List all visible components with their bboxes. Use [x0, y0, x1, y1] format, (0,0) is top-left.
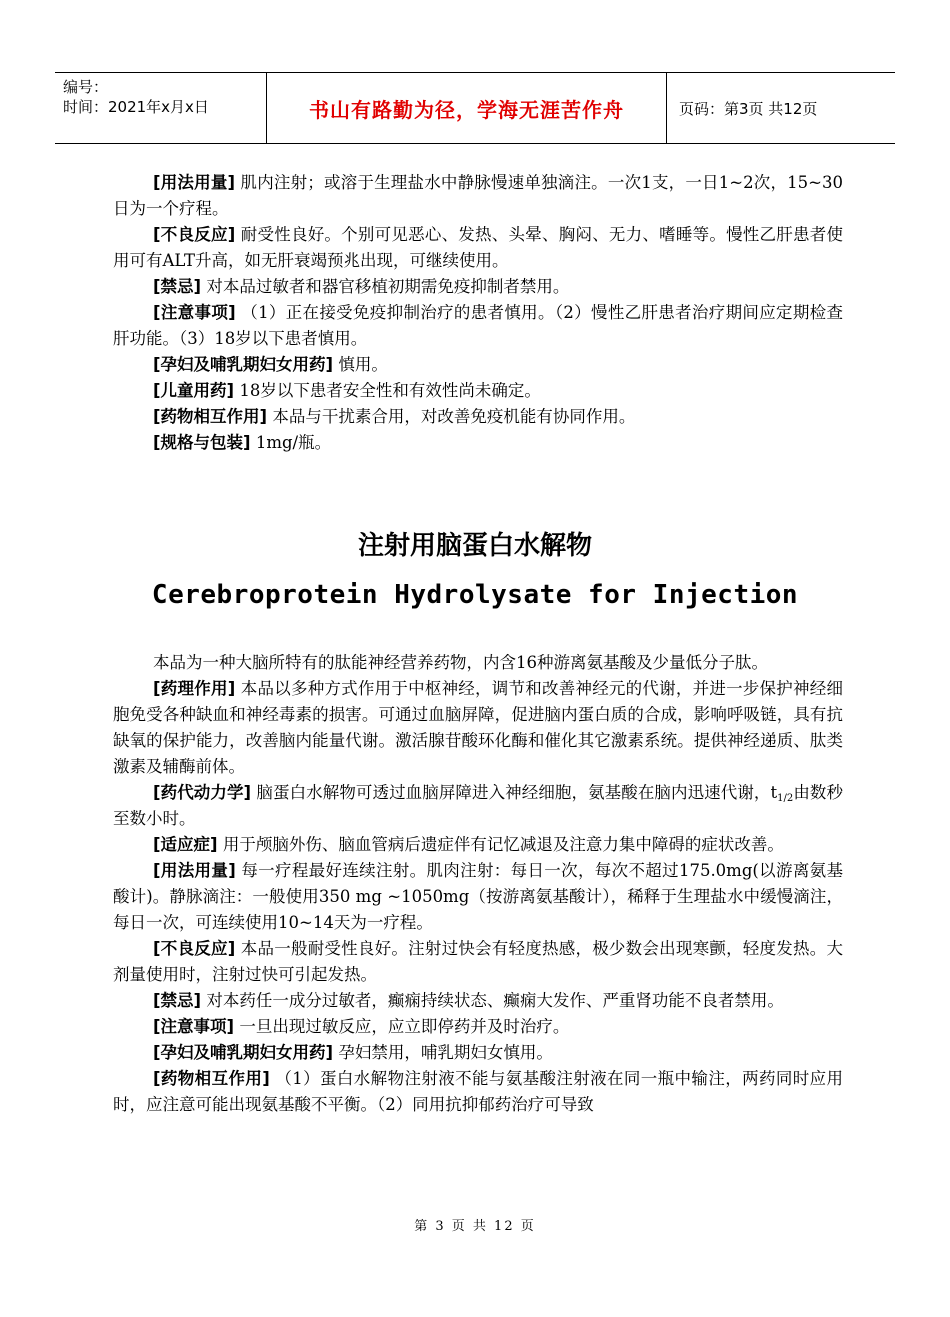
header-meta	[55, 73, 267, 143]
section-text: 脑蛋白水解物可透过血脑屏障进入神经细胞，氨基酸在脑内迅速代谢，t	[251, 783, 778, 802]
page-footer: 第 3 页 共 12 页	[414, 1219, 536, 1234]
section-label: [药物相互作用]	[153, 1069, 270, 1088]
section-label: [用法用量]	[153, 861, 236, 880]
section-text: 18岁以下患者安全性和有效性尚未确定。	[234, 381, 541, 400]
section-text: 每一疗程最好连续注射。肌肉注射：每日一次，每次不超过175.0mg(以游离氨基酸计)。静脉滴注：一般使用350 mg ~1050mg（按游离氨基酸计），稀释于生理盐水中缓慢滴注，每日一次，可连续使用10~14天为一疗程。	[113, 861, 843, 932]
section-label: [药代动力学]	[153, 783, 252, 802]
paragraph-pediatric	[113, 378, 843, 404]
header-number-label: 编号：	[63, 78, 109, 96]
section-text: 慎用。	[333, 355, 388, 374]
section-text: （1）正在接受免疫抑制治疗的患者慎用。（2）慢性乙肝患者治疗期间应定期检查肝功能。（3）18岁以下患者慎用。	[113, 303, 843, 348]
section-label: [用法用量]	[153, 173, 236, 192]
paragraph-packaging	[113, 430, 843, 456]
paragraph-contraindications	[113, 274, 843, 300]
section-1	[113, 170, 843, 456]
section-label: [孕妇及哺乳期妇女用药]	[153, 1043, 334, 1062]
section-label: [规格与包装]	[153, 433, 251, 452]
section-label: [禁忌]	[153, 991, 202, 1010]
section-text: 对本药任一成分过敏者，癫痫持续状态、癫痫大发作、严重肾功能不良者禁用。	[201, 991, 784, 1010]
header-slogan: 书山有路勤为径，学海无涯苦作舟	[267, 73, 667, 143]
section-text: 本品一般耐受性良好。注射过快会有轻度热感，极少数会出现寒颤，轻度发热。大剂量使用时，注射过快可引起发热。	[113, 939, 843, 984]
section-label: [不良反应]	[153, 939, 236, 958]
paragraph-dosage	[113, 858, 843, 936]
paragraph-adverse	[113, 222, 843, 274]
section-text: 对本品过敏者和器官移植初期需免疫抑制者禁用。	[201, 277, 570, 296]
half-life-subscript: 1/2	[777, 793, 794, 804]
section-label: [禁忌]	[153, 277, 202, 296]
page-header	[55, 72, 895, 144]
section-2	[113, 650, 843, 1118]
paragraph-interactions	[113, 404, 843, 430]
section-text: 由数秒至数小时。	[113, 783, 843, 828]
paragraph-dosage	[113, 170, 843, 222]
section-text: 耐受性良好。个别可见恶心、发热、头晕、胸闷、无力、嗜睡等。慢性乙肝患者使用可有ALT升高，如无肝衰竭预兆出现，可继续使用。	[113, 225, 843, 270]
header-page-info: 页码：第3页 共12页	[679, 99, 818, 118]
section-label: [不良反应]	[153, 225, 236, 244]
section-label: [孕妇及哺乳期妇女用药]	[153, 355, 334, 374]
section-text: 肌内注射；或溶于生理盐水中静脉慢速单独滴注。一次1支，一日1~2次，15~30日为一个疗程。	[113, 173, 843, 218]
header-time-label: 时间：2021年x月x日	[63, 98, 209, 116]
section-text: 1mg/瓶。	[250, 433, 332, 452]
paragraph-pregnancy	[113, 1040, 843, 1066]
paragraph-indications	[113, 832, 843, 858]
paragraph-precautions	[113, 1014, 843, 1040]
drug-title-english: Cerebroprotein Hydrolysate for Injection	[151, 580, 799, 610]
paragraph-pharmacology	[113, 676, 843, 780]
paragraph-precautions	[113, 300, 843, 352]
paragraph-adverse	[113, 936, 843, 988]
section-text: （1）蛋白水解物注射液不能与氨基酸注射液在同一瓶中输注，两药同时应用时，应注意可能出现氨基酸不平衡。（2）同用抗抑郁药治疗可导致	[113, 1069, 843, 1114]
paragraph-contraindications	[113, 988, 843, 1014]
paragraph-pregnancy	[113, 352, 843, 378]
section-label: [注意事项]	[153, 303, 236, 322]
section-text: 一旦出现过敏反应，应立即停药并及时治疗。	[234, 1017, 570, 1036]
drug-title-chinese: 注射用脑蛋白水解物	[357, 531, 592, 561]
paragraph-intro: 本品为一种大脑所特有的肽能神经营养药物，内含16种游离氨基酸及少量低分子肽。	[153, 653, 768, 672]
section-label: [药理作用]	[153, 679, 236, 698]
section-text: 用于颅脑外伤、脑血管病后遗症伴有记忆减退及注意力集中障碍的症状改善。	[217, 835, 784, 854]
section-text: 本品以多种方式作用于中枢神经，调节和改善神经元的代谢，并进一步保护神经细胞免受各种缺血和神经毒素的损害。可通过血脑屏障，促进脑内蛋白质的合成，影响呼吸链，具有抗缺氧的保护能力，改善脑内能量代谢。激活腺苷酸环化酶和催化其它激素系统。提供神经递质、肽类激素及辅酶前体。	[113, 679, 843, 776]
paragraph-interactions	[113, 1066, 843, 1118]
section-label: [适应症]	[153, 835, 218, 854]
section-label: [药物相互作用]	[153, 407, 268, 426]
section-label: [注意事项]	[153, 1017, 235, 1036]
section-text: 孕妇禁用，哺乳期妇女慎用。	[333, 1043, 553, 1062]
section-text: 本品与干扰素合用，对改善免疫机能有协同作用。	[267, 407, 636, 426]
section-label: [儿童用药]	[153, 381, 235, 400]
paragraph-pharmacokinetics	[113, 780, 843, 832]
